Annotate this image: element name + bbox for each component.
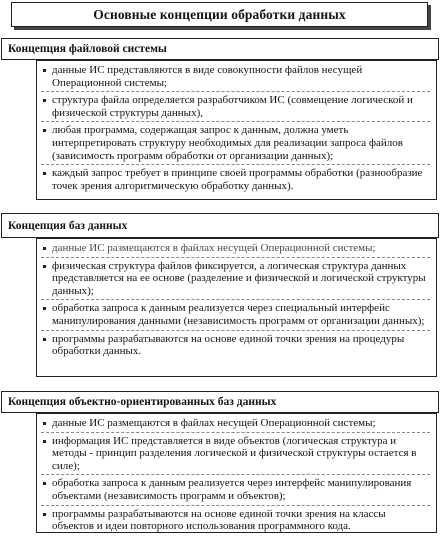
section-header-file-system: [1, 38, 439, 60]
section-header-databases: [1, 213, 439, 238]
bullet-list-oodb: [41, 417, 430, 533]
divider: [41, 257, 430, 258]
section-body-file-system: [36, 60, 437, 200]
divider: [41, 121, 430, 122]
list-item: данные ИС размещаются в файлах несущей Операционной системы;: [41, 417, 430, 430]
divider: [41, 91, 430, 92]
list-item: любая программа, содержащая запрос к данным, должна уметь интерпретировать структуру необходимых для реализации запроса файлов (зависимость программ обработки от организации данных);: [41, 124, 430, 162]
list-item: данные ИС представляются в виде совокупности файлов несущей Операционной системы;: [41, 64, 430, 89]
list-item: информация ИС представляется в виде объектов (логическая структура и методы - принцип разделения логической и физической структуры остается в силе);: [41, 435, 430, 473]
divider: [41, 432, 430, 433]
section-header-oodb: [1, 391, 439, 413]
diagram-title: Основные концепции обработки данных: [93, 6, 346, 22]
list-item: каждый запрос требует в принципе своей программы обработки (разнообразие точек зрения алгоритмическую обработку данных).: [41, 167, 430, 192]
section-body-oodb: [36, 413, 437, 533]
list-item: данные ИС размещаются в файлах несущей Операционной системы;: [41, 242, 430, 255]
section-title-databases: Концепция баз данных: [8, 219, 128, 232]
list-item: программы разрабатываются на основе единой точки зрения на процедуры обработки данных.: [41, 333, 430, 358]
list-item: структура файла определяется разработчиком ИС (совмещение логической и физической структуры данных),: [41, 94, 430, 119]
divider: [41, 164, 430, 165]
list-item: программы разрабатываются на основе единой точки зрения на классы объектов и идеи повторного использования программного кода.: [41, 508, 430, 533]
bullet-list-file-system: [41, 64, 430, 192]
diagram-title-box: [11, 2, 428, 27]
section-body-databases: [36, 238, 437, 377]
divider: [41, 505, 430, 506]
divider: [41, 299, 430, 300]
divider: [41, 330, 430, 331]
list-item: обработка запроса к данным реализуется через интерфейс манипулирования объектами (независимость программ и объектов);: [41, 477, 430, 502]
list-item: обработка запроса к данным реализуется через специальный интерфейс манипулирования данными (независимость программ от организации данных);: [41, 302, 430, 327]
list-item: физическая структура файлов фиксируется, а логическая структура данных представляется на ее основе (разделение и физической и логической структуры данных);: [41, 260, 430, 298]
divider: [41, 474, 430, 475]
section-title-file-system: Концепция файловой системы: [8, 43, 167, 55]
bullet-list-databases: [41, 242, 430, 358]
section-title-oodb: Концепция объектно-ориентированных баз данных: [8, 396, 277, 408]
